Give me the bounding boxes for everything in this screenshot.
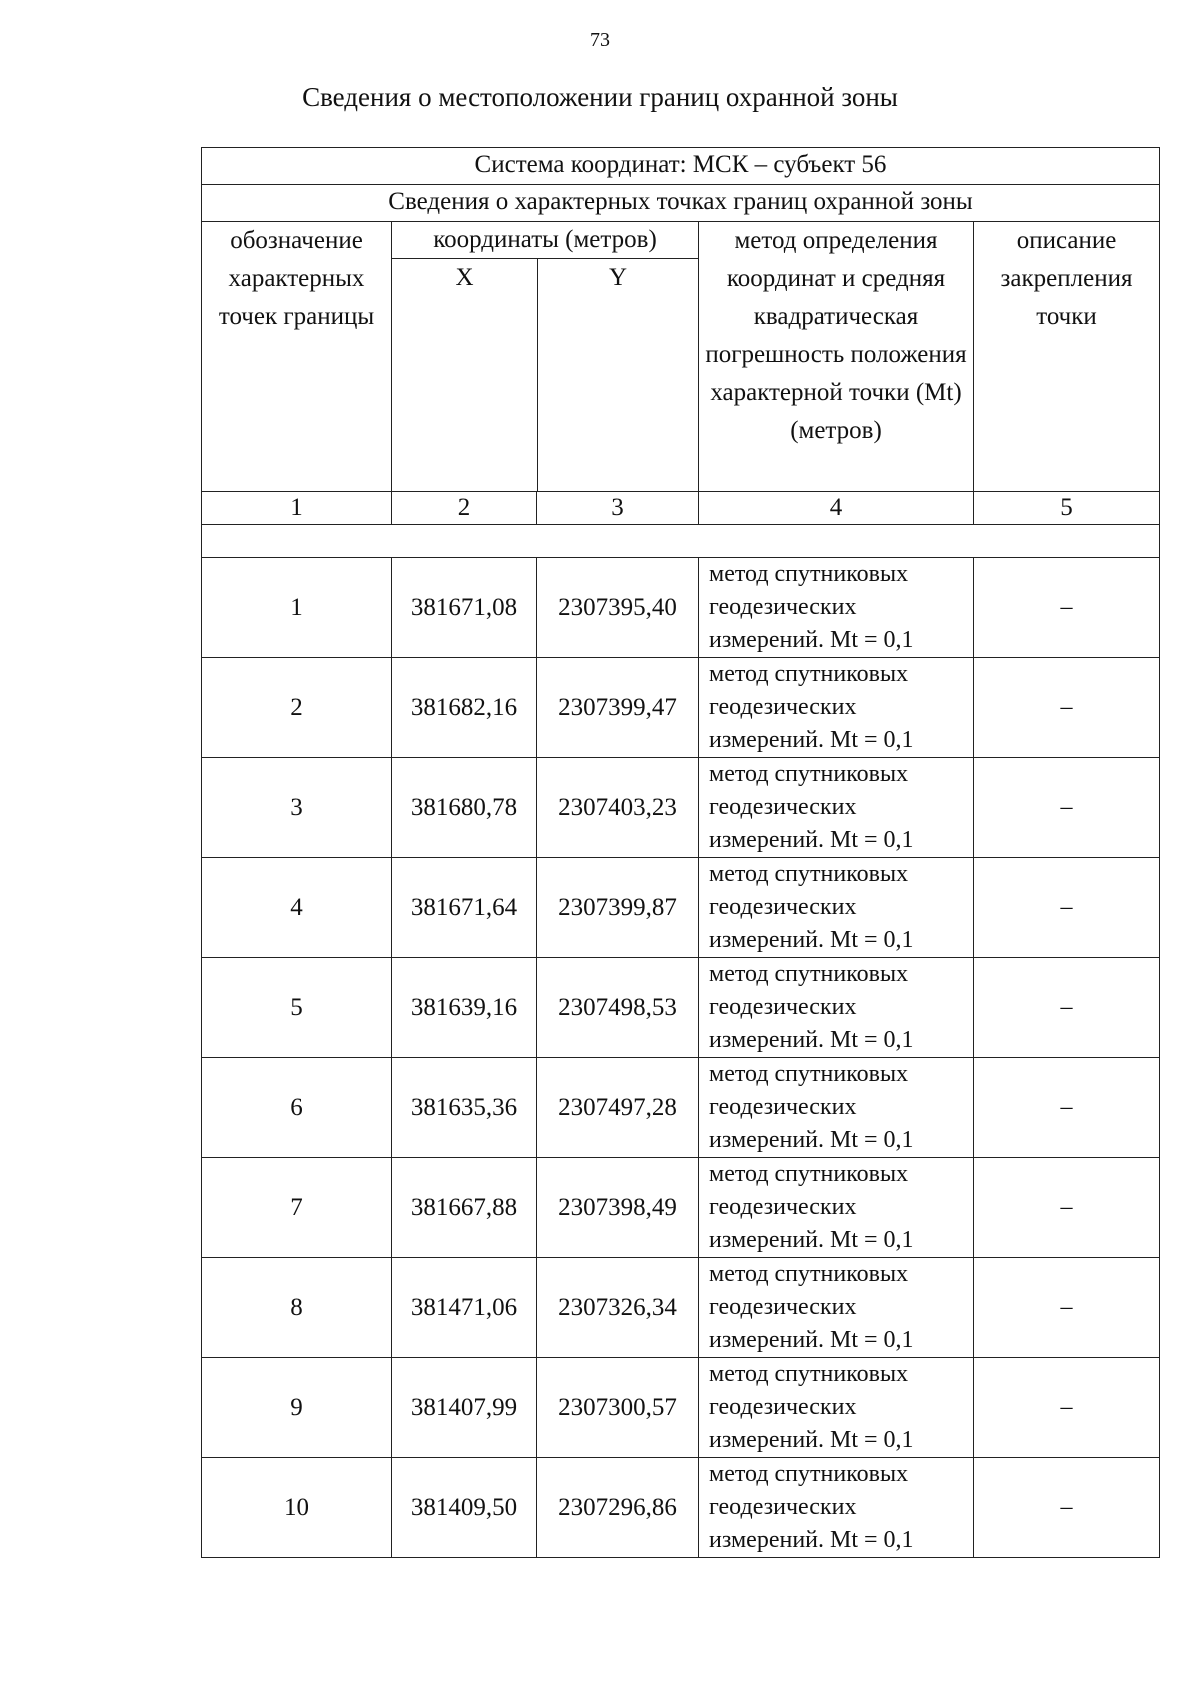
point-number: 3	[202, 758, 392, 858]
method-line: измерений. Mt = 0,1	[709, 1427, 914, 1453]
coord-x: 381407,99	[392, 1358, 537, 1458]
coord-y: 2307399,87	[537, 858, 699, 958]
column-number: 5	[974, 492, 1160, 525]
column-number: 3	[537, 492, 699, 525]
method-line: геодезических	[709, 994, 857, 1020]
description-cell: –	[974, 1358, 1160, 1458]
method-cell	[699, 758, 974, 858]
column-number: 4	[699, 492, 974, 525]
method-cell	[699, 1358, 974, 1458]
header-coords-label: координаты (метров)	[392, 222, 698, 259]
page-number: 73	[590, 29, 610, 51]
coord-x: 381409,50	[392, 1458, 537, 1558]
coord-x: 381471,06	[392, 1258, 537, 1358]
description-cell: –	[974, 1158, 1160, 1258]
header-method: метод определения координат и средняя квадратическая погрешность положения характерной точки (Mt) (метров)	[699, 222, 974, 492]
point-number: 6	[202, 1058, 392, 1158]
spacer-cell	[202, 525, 1160, 558]
description-cell: –	[974, 558, 1160, 658]
coord-x: 381635,36	[392, 1058, 537, 1158]
method-line: геодезических	[709, 694, 857, 720]
header-x: X	[392, 259, 538, 491]
method-line: метод спутниковых	[709, 961, 909, 987]
method-cell	[699, 958, 974, 1058]
table-row	[202, 558, 1160, 658]
method-line: измерений. Mt = 0,1	[709, 1027, 914, 1053]
method-line: метод спутниковых	[709, 1161, 909, 1187]
method-line: метод спутниковых	[709, 661, 909, 687]
coord-y: 2307398,49	[537, 1158, 699, 1258]
method-line: метод спутниковых	[709, 1361, 909, 1387]
method-cell	[699, 1258, 974, 1358]
table-row	[202, 1358, 1160, 1458]
table-row	[202, 1258, 1160, 1358]
method-line: метод спутниковых	[709, 1461, 909, 1487]
description-cell: –	[974, 758, 1160, 858]
document-title: Сведения о местоположении границ охранной зоны	[302, 82, 898, 112]
method-line: измерений. Mt = 0,1	[709, 627, 914, 653]
method-line: метод спутниковых	[709, 861, 909, 887]
point-number: 10	[202, 1458, 392, 1558]
method-line: геодезических	[709, 594, 857, 620]
coord-x: 381639,16	[392, 958, 537, 1058]
method-cell	[699, 658, 974, 758]
method-line: измерений. Mt = 0,1	[709, 1127, 914, 1153]
coord-x: 381667,88	[392, 1158, 537, 1258]
column-number: 2	[392, 492, 537, 525]
description-cell: –	[974, 958, 1160, 1058]
method-cell	[699, 558, 974, 658]
description-cell: –	[974, 1258, 1160, 1358]
coord-y: 2307326,34	[537, 1258, 699, 1358]
coord-y: 2307296,86	[537, 1458, 699, 1558]
coord-y: 2307403,23	[537, 758, 699, 858]
table-row	[202, 858, 1160, 958]
method-line: геодезических	[709, 1494, 857, 1520]
method-line: измерений. Mt = 0,1	[709, 1327, 914, 1353]
method-line: измерений. Mt = 0,1	[709, 927, 914, 953]
description-cell: –	[974, 658, 1160, 758]
column-number-row	[202, 492, 1160, 525]
method-line: геодезических	[709, 894, 857, 920]
coord-x: 381680,78	[392, 758, 537, 858]
method-cell	[699, 1158, 974, 1258]
method-line: геодезических	[709, 1294, 857, 1320]
method-cell	[699, 1458, 974, 1558]
coord-y: 2307300,57	[537, 1358, 699, 1458]
point-number: 5	[202, 958, 392, 1058]
column-number: 1	[202, 492, 392, 525]
method-line: геодезических	[709, 1094, 857, 1120]
coord-y: 2307497,28	[537, 1058, 699, 1158]
table-row	[202, 758, 1160, 858]
method-line: метод спутниковых	[709, 1261, 909, 1287]
coord-y: 2307498,53	[537, 958, 699, 1058]
point-number: 1	[202, 558, 392, 658]
method-cell	[699, 858, 974, 958]
header-y: Y	[608, 264, 628, 291]
point-number: 4	[202, 858, 392, 958]
method-line: метод спутниковых	[709, 1061, 909, 1087]
description-cell: –	[974, 1058, 1160, 1158]
table-row	[202, 1158, 1160, 1258]
method-line: измерений. Mt = 0,1	[709, 1227, 914, 1253]
point-number: 7	[202, 1158, 392, 1258]
method-line: геодезических	[709, 1394, 857, 1420]
coord-system-banner: Система координат: МСК – субъект 56	[202, 148, 1160, 185]
description-cell: –	[974, 858, 1160, 958]
method-line: геодезических	[709, 794, 857, 820]
method-line: измерений. Mt = 0,1	[709, 727, 914, 753]
table-row	[202, 958, 1160, 1058]
header-description: описание закрепления точки	[974, 222, 1160, 492]
method-line: геодезических	[709, 1194, 857, 1220]
table-row	[202, 658, 1160, 758]
spacer-row	[202, 525, 1160, 558]
method-line: метод спутниковых	[709, 561, 909, 587]
coord-x: 381682,16	[392, 658, 537, 758]
method-line: метод спутниковых	[709, 761, 909, 787]
table-row	[202, 1458, 1160, 1558]
point-number: 8	[202, 1258, 392, 1358]
point-number: 2	[202, 658, 392, 758]
coord-x: 381671,64	[392, 858, 537, 958]
coord-x: 381671,08	[392, 558, 537, 658]
coord-y: 2307395,40	[537, 558, 699, 658]
section-title: Сведения о характерных точках границ охранной зоны	[202, 185, 1160, 222]
method-line: измерений. Mt = 0,1	[709, 827, 914, 853]
header-row	[202, 222, 1160, 492]
coordinates-table	[201, 147, 1160, 1558]
method-line: измерений. Mt = 0,1	[709, 1527, 914, 1553]
table-row	[202, 1058, 1160, 1158]
description-cell: –	[974, 1458, 1160, 1558]
method-cell	[699, 1058, 974, 1158]
header-point: обозначение характерных точек границы	[202, 222, 392, 492]
coord-y: 2307399,47	[537, 658, 699, 758]
point-number: 9	[202, 1358, 392, 1458]
header-coordinates	[392, 222, 699, 492]
